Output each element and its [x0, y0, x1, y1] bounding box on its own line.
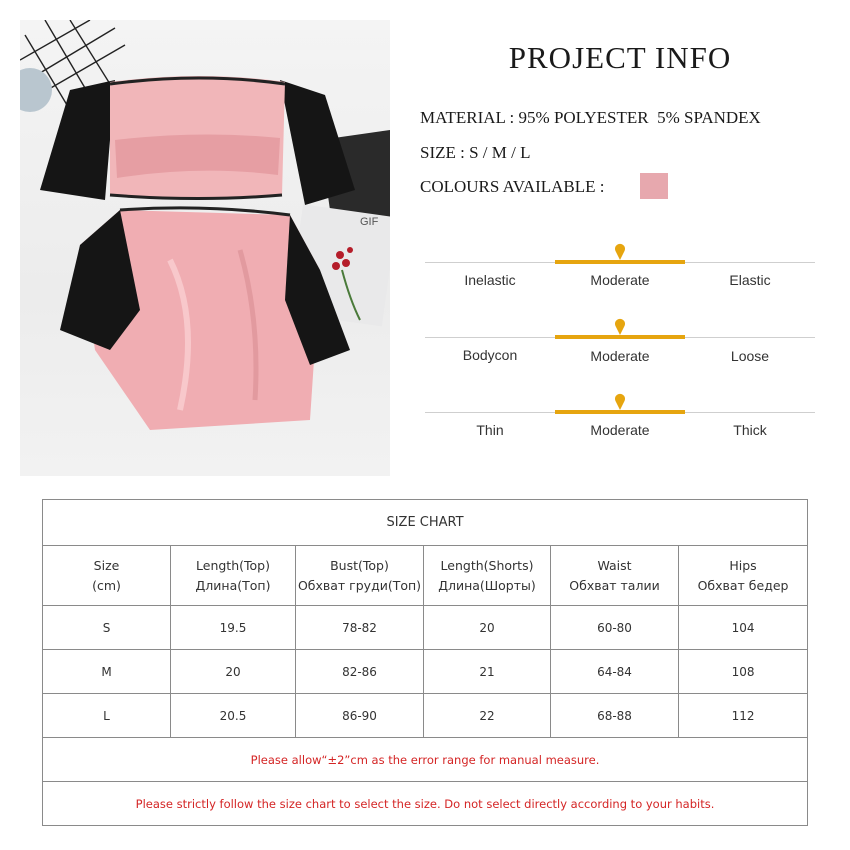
- header-cell: [171, 546, 296, 606]
- scale-mid-label: Moderate: [590, 348, 650, 364]
- size-chart: [42, 499, 807, 826]
- table-row: [43, 694, 808, 738]
- scale-right-label: Thick: [733, 422, 767, 438]
- header-sub: Обхват талии: [569, 577, 660, 593]
- product-illustration: [20, 20, 390, 476]
- table-cell: 20: [171, 650, 296, 694]
- header-cell: [551, 546, 679, 606]
- scale-right-label: Elastic: [729, 272, 771, 288]
- header-en: Length(Top): [196, 557, 270, 573]
- table-cell: 64-84: [551, 650, 679, 694]
- table-cell: 21: [424, 650, 551, 694]
- scale-mid-label: Moderate: [590, 272, 650, 288]
- size-chart-title: SIZE CHART: [43, 500, 808, 546]
- header-cell: [679, 546, 808, 606]
- scale-left-label: Inelastic: [464, 272, 516, 288]
- map-pin-icon: [614, 317, 626, 335]
- table-cell: 82-86: [296, 650, 424, 694]
- header-en: Hips: [729, 557, 757, 573]
- colour-swatch-pink: [640, 173, 668, 199]
- table-cell: 86-90: [296, 694, 424, 738]
- table-cell: 112: [679, 694, 808, 738]
- table-row: [43, 650, 808, 694]
- header-sub: (cm): [92, 577, 121, 593]
- table-cell: 19.5: [171, 606, 296, 650]
- scale-highlight: [555, 335, 685, 339]
- table-row: [43, 606, 808, 650]
- scale-left-label: Thin: [476, 422, 504, 438]
- table-cell: 104: [679, 606, 808, 650]
- svg-text:GIF: GIF: [360, 216, 379, 228]
- table-cell: 108: [679, 650, 808, 694]
- table-cell: L: [43, 694, 171, 738]
- table-cell: 20: [424, 606, 551, 650]
- table-cell: 22: [424, 694, 551, 738]
- map-pin-icon: [614, 392, 626, 410]
- header-cell: [296, 546, 424, 606]
- project-info-title: PROJECT INFO: [508, 40, 732, 75]
- header-en: Size: [93, 557, 120, 573]
- header-sub: Обхват груди(Топ): [297, 577, 422, 593]
- size-line: SIZE : S / M / L: [420, 143, 531, 162]
- header-sub: Длина(Топ): [195, 577, 271, 593]
- size-chart-table: [42, 499, 808, 826]
- header-sub: Длина(Шорты): [438, 577, 536, 593]
- colours-line: COLOURS AVAILABLE :: [420, 177, 605, 196]
- size-selection-note: Please strictly follow the size chart to select the size. Do not select directly according to your habits.: [43, 782, 808, 826]
- header-en: Waist: [597, 557, 632, 573]
- measure-error-note: Please allow“±2”cm as the error range for manual measure.: [43, 738, 808, 782]
- header-en: Bust(Top): [330, 557, 389, 573]
- table-cell: 68-88: [551, 694, 679, 738]
- scale-highlight: [555, 260, 685, 264]
- scale-left-label: Bodycon: [462, 347, 518, 363]
- table-cell: M: [43, 650, 171, 694]
- table-cell: 78-82: [296, 606, 424, 650]
- table-cell: 20.5: [171, 694, 296, 738]
- header-sub: Обхват бедер: [697, 577, 789, 593]
- header-cell: [43, 546, 171, 606]
- map-pin-icon: [614, 242, 626, 260]
- scale-right-label: Loose: [730, 348, 770, 364]
- header-row: [43, 546, 808, 606]
- material-line: MATERIAL : 95% POLYESTER 5% SPANDEX: [420, 108, 761, 127]
- scale-highlight: [555, 410, 685, 414]
- product-photo: [20, 20, 390, 476]
- table-cell: S: [43, 606, 171, 650]
- scale-mid-label: Moderate: [590, 422, 650, 438]
- table-cell: 60-80: [551, 606, 679, 650]
- header-en: Length(Shorts): [440, 557, 534, 573]
- header-cell: [424, 546, 551, 606]
